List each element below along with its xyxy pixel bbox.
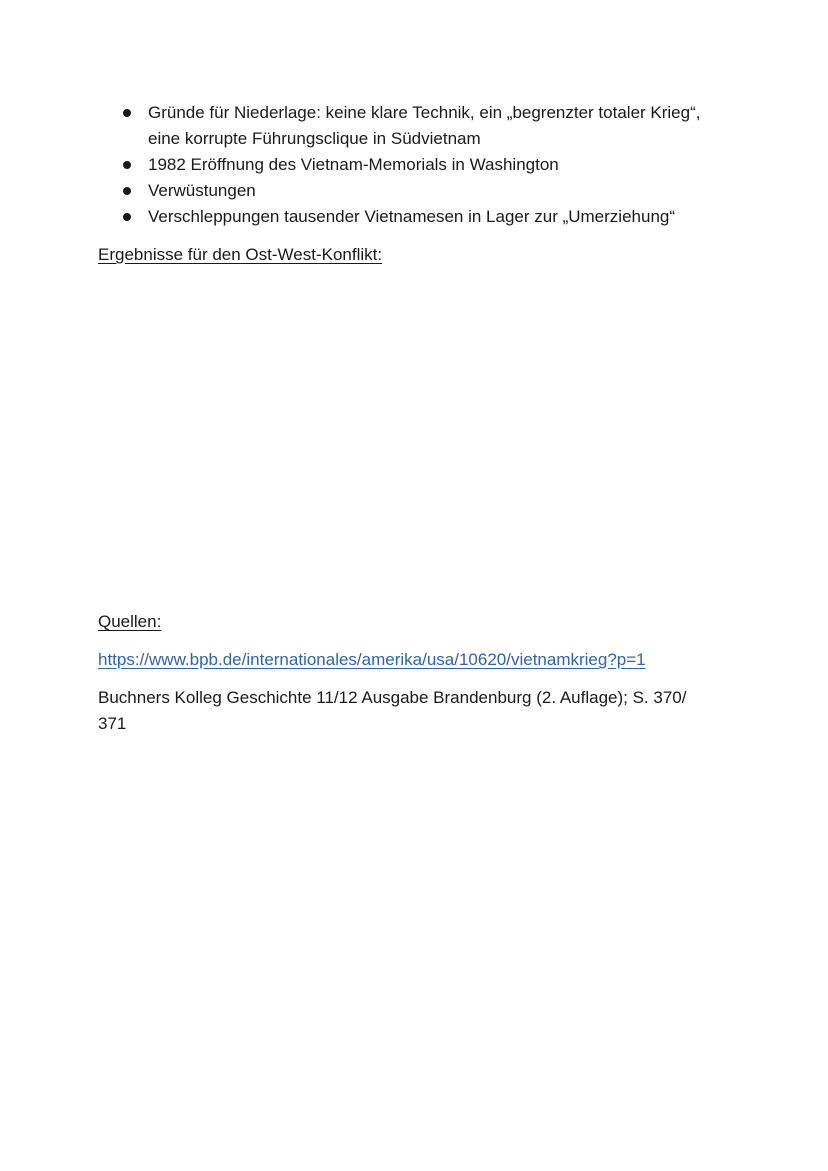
- list-item-text: Verwüstungen: [148, 181, 256, 200]
- bullet-icon: [123, 161, 131, 169]
- sources-heading: Quellen:: [98, 612, 162, 631]
- list-item-text: 1982 Eröffnung des Vietnam-Memorials in Washington: [148, 155, 559, 174]
- list-item: [122, 178, 732, 204]
- list-item: [122, 100, 732, 152]
- list-item-text: Gründe für Niederlage: keine klare Technik, ein „begrenzter totaler Krieg“, eine korrupte Führungsclique in Südvietnam: [148, 103, 701, 148]
- bullet-icon: [123, 109, 131, 117]
- source-link[interactable]: https://www.bpb.de/internationales/amerika/usa/10620/vietnamkrieg?p=1: [98, 650, 646, 669]
- list-item-text: Verschleppungen tausender Vietnamesen in Lager zur „Umerziehung“: [148, 207, 676, 226]
- bullet-icon: [123, 187, 131, 195]
- list-item: [122, 152, 732, 178]
- list-item: [122, 204, 732, 230]
- source-book-reference: Buchners Kolleg Geschichte 11/12 Ausgabe Brandenburg (2. Auflage); S. 370/ 371: [98, 688, 687, 733]
- bullet-list: [122, 100, 732, 230]
- section-heading-ergebnisse: Ergebnisse für den Ost-West-Konflikt:: [98, 245, 383, 264]
- bullet-icon: [123, 213, 131, 221]
